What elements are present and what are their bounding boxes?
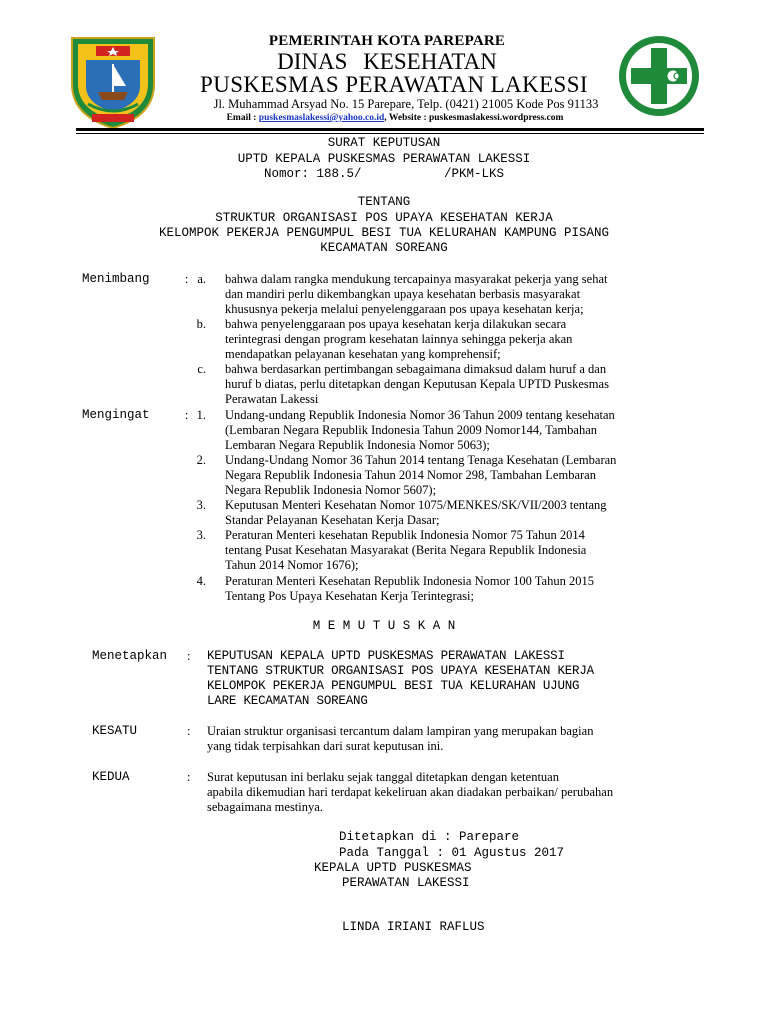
text-line: Peraturan Menteri Kesehatan Republik Indonesia Nomor 100 Tahun 2015 (225, 574, 594, 588)
text-line: bahwa dalam rangka mendukung tercapainya masyarakat pekerja yang sehat (225, 272, 608, 286)
email-label: Email : (226, 113, 259, 123)
website-link[interactable]: puskesmaslakessi.wordpress.com (428, 113, 564, 123)
text-line: terintegrasi dengan program kesehatan lainnya sehingga pekerja akan (225, 332, 573, 346)
text-line: Uraian struktur organisasi tercantum dalam lampiran yang merupakan bagian (207, 724, 594, 738)
section-colon: : (185, 408, 189, 422)
list-marker: b. (196, 317, 206, 331)
text-line: Undang-Undang Nomor 36 Tahun 2014 tentang Tenaga Kesehatan (Lembaran (225, 453, 617, 467)
header-government: PEMERINTAH KOTA PAREPARE (268, 33, 506, 49)
text-line: TENTANG STRUKTUR ORGANISASI POS UPAYA KESEHATAN KERJA (207, 664, 594, 678)
list-item (225, 498, 699, 528)
signature-place: Ditetapkan di : Parepare (339, 830, 520, 844)
decision-heading: M E M U T U S K A N (312, 619, 456, 633)
text-line: Perawatan Lakessi (225, 392, 319, 406)
section-label-kedua: KEDUA (92, 770, 130, 784)
list-item (225, 272, 699, 317)
text-line: Undang-undang Republik Indonesia Nomor 36 Tahun 2009 tentang kesehatan (225, 408, 615, 422)
text-line: Negara Republik Indonesia Nomor 5607); (225, 483, 437, 497)
doc-issuer: UPTD KEPALA PUSKESMAS PERAWATAN LAKESSI (237, 152, 531, 166)
signature-name: LINDA IRIANI RAFLUS (342, 920, 485, 934)
text-line: bahwa penyelenggaraan pos upaya kesehatan kerja dilakukan secara (225, 317, 567, 331)
text-line: dan mandiri perlu dikembangkan upaya kesehatan berbasis masyarakat (225, 287, 581, 301)
text-line: Standar Pelayanan Kesehatan Kerja Dasar; (225, 513, 440, 527)
doc-type: SURAT KEPUTUSAN (327, 136, 441, 150)
list-item (225, 453, 699, 498)
list-item (225, 408, 699, 453)
list-marker: 3. (196, 498, 206, 512)
section-label-menimbang: Menimbang (82, 272, 150, 286)
list-item (225, 574, 699, 604)
header-department: DINAS KESEHATAN (277, 49, 497, 74)
section-colon: : (185, 272, 189, 286)
text-line: KEPUTUSAN KEPALA UPTD PUSKESMAS PERAWATAN LAKESSI (207, 649, 565, 663)
list-item (225, 317, 699, 362)
section-colon: : (187, 649, 191, 663)
doc-number: Nomor: 188.5/ /PKM-LKS (263, 167, 505, 181)
text-line: Peraturan Menteri kesehatan Republik Indonesia Nomor 75 Tahun 2014 (225, 528, 585, 542)
header-institution: PUSKESMAS PERAWATAN LAKESSI (200, 72, 588, 97)
doc-subject-line: STRUKTUR ORGANISASI POS UPAYA KESEHATAN KERJA (215, 211, 553, 225)
doc-subject-line: KECAMATAN SOREANG (320, 241, 448, 255)
text-line: bahwa berdasarkan pertimbangan sebagaimana dimaksud dalam huruf a dan (225, 362, 607, 376)
signature-position: KEPALA UPTD PUSKESMAS (314, 861, 472, 875)
text-line: Tahun 2014 Nomor 1676); (225, 558, 359, 572)
text-line: yang tidak terpisahkan dari surat keputusan ini. (207, 739, 444, 753)
list-marker: a. (197, 272, 206, 286)
signature-position: PERAWATAN LAKESSI (342, 876, 470, 890)
text-line: sebagaimana mestinya. (207, 800, 323, 814)
decision-text (207, 770, 699, 815)
list-marker: 4. (196, 574, 206, 588)
list-item (225, 362, 699, 407)
section-label-mengingat: Mengingat (82, 408, 150, 422)
text-line: LARE KECAMATAN SOREANG (207, 694, 368, 708)
text-line: KELOMPOK PEKERJA PENGUMPUL BESI TUA KELURAHAN UJUNG (207, 679, 580, 693)
decision-text (207, 724, 699, 754)
doc-subject-line: KELOMPOK PEKERJA PENGUMPUL BESI TUA KELURAHAN KAMPUNG PISANG (158, 226, 610, 240)
section-colon: : (187, 770, 191, 784)
header-divider-thin (76, 133, 704, 134)
text-line: khususnya pekerja melalui penyelenggaraan pos upaya kesehatan kerja; (225, 302, 584, 316)
text-line: Surat keputusan ini berlaku sejak tanggal ditetapkan dengan ketentuan (207, 770, 559, 784)
list-marker: 1. (196, 408, 206, 422)
text-line: Negara Republik Indonesia Tahun 2014 Nomor 298, Tambahan Lembaran (225, 468, 596, 482)
header-address: Jl. Muhammad Arsyad No. 15 Parepare, Telp. (0421) 21005 Kode Pos 91133 (213, 97, 599, 111)
text-line: Keputusan Menteri Kesehatan Nomor 1075/MENKES/SK/VII/2003 tentang (225, 498, 607, 512)
signature-date: Pada Tanggal : 01 Agustus 2017 (339, 846, 565, 860)
section-label-menetapkan: Menetapkan (92, 649, 168, 663)
list-item (225, 528, 699, 573)
text-line: tentang Pusat Kesehatan Masyarakat (Berita Negara Republik Indonesia (225, 543, 587, 557)
header-divider-thick (76, 128, 704, 131)
text-line: Tentang Pos Upaya Kesehatan Kerja Terintegrasi; (225, 589, 474, 603)
text-line: huruf b diatas, perlu ditetapkan dengan Keputusan Kepala UPTD Puskesmas (225, 377, 609, 391)
list-marker: c. (197, 362, 206, 376)
website-label: , Website : (384, 113, 429, 123)
email-link[interactable]: puskesmaslakessi@yahoo.co.id (258, 113, 385, 123)
text-line: (Lembaran Negara Republik Indonesia Tahun 2009 Nomor144, Tambahan (225, 423, 597, 437)
section-label-kesatu: KESATU (92, 724, 138, 738)
list-marker: 3. (196, 528, 206, 542)
header-contact (0, 113, 768, 123)
text-line: mendapatkan pelayanan kesehatan yang komprehensif; (225, 347, 501, 361)
text-line: apabila dikemudian hari terdapat kekeliruan akan diadakan perbaikan/ perubahan (207, 785, 614, 799)
decision-text (207, 649, 699, 709)
list-marker: 2. (196, 453, 206, 467)
text-line: Lembaran Negara Republik Indonesia Nomor 5063); (225, 438, 490, 452)
section-colon: : (187, 724, 191, 738)
doc-about: TENTANG (357, 195, 411, 209)
